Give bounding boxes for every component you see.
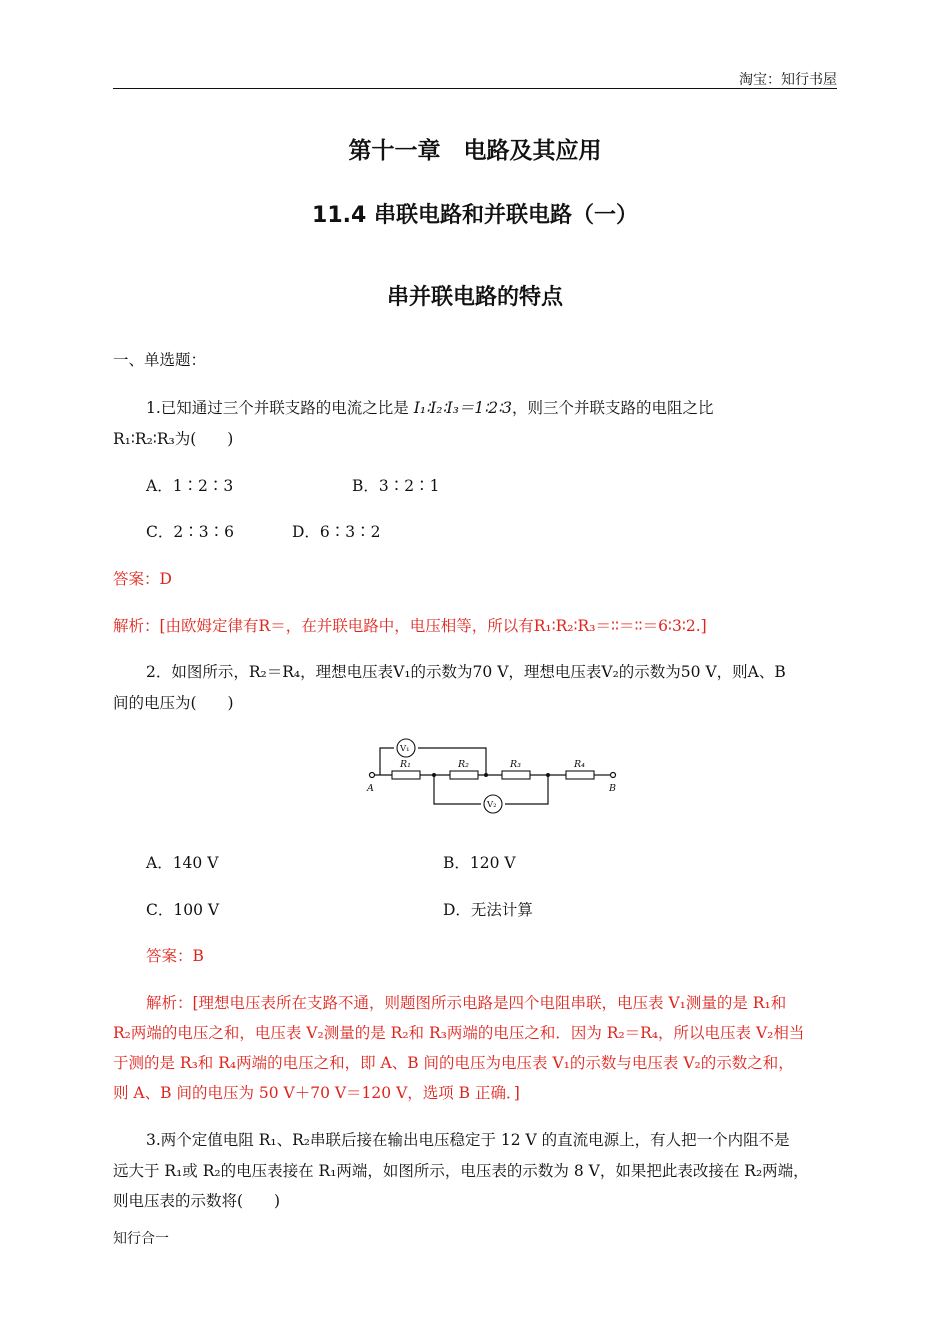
header-divider: [113, 88, 837, 89]
q1-option-c: C．2∶3∶6: [146, 523, 234, 541]
resistor-r2: [450, 771, 478, 779]
q2-analysis-line-3: 于测的是 R₃和 R₄两端的电压之和，即 A、B 间的电压为电压表 V₁的示数与电压表 V₂的示数之和，: [113, 1054, 794, 1072]
q2-analysis-line-2: R₂两端的电压之和，电压表 V₂测量的是 R₂和 R₃两端的电压之和．因为 R₂＝R₄，所以电压表 V₂相当: [113, 1024, 805, 1042]
q2-option-a: A．140 V: [146, 854, 219, 872]
q1-line1: [146, 398, 713, 418]
resistor-r4: [566, 771, 594, 779]
circuit-diagram: [364, 736, 624, 820]
label-v1: V₁: [400, 744, 410, 754]
q3-line-1: 3.两个定值电阻 R₁、R₂串联后接在输出电压稳定于 12 V 的直流电源上，有人把一个内阻不是: [146, 1131, 790, 1149]
q1-option-a: A．1∶2∶3: [146, 477, 234, 495]
label-v2: V₂: [487, 800, 497, 810]
q1-option-d: D．6∶3∶2: [292, 523, 381, 541]
node: [546, 773, 550, 777]
q1-line1-prefix: 1.已知通过三个并联支路的电流之比是: [146, 399, 414, 417]
section-title: 11.4 串联电路和并联电路（一）: [312, 203, 638, 228]
topic-title: 串并联电路的特点: [386, 285, 563, 310]
q3-line-3: 则电压表的示数将( ): [113, 1192, 281, 1210]
q1-analysis: 解析：[由欧姆定律有R＝，在并联电路中，电压相等，所以有R₁∶R₂∶R₃＝∶∶＝∶∶＝6∶3∶2.]: [113, 617, 707, 635]
terminal-b: [611, 773, 616, 778]
q2-analysis-line-4: 则 A、B 间的电压为 50 V＋70 V＝120 V，选项 B 正确．]: [113, 1084, 520, 1102]
terminal-a: [370, 773, 375, 778]
label-r1: R₁: [400, 759, 411, 770]
label-r3: R₃: [510, 759, 521, 770]
q2-line2: 间的电压为( ): [113, 694, 234, 712]
q2-analysis-line-1: 解析：[理想电压表所在支路不通，则题图所示电路是四个电阻串联，电压表 V₁测量的是 R₁和: [146, 994, 787, 1012]
header-shop-name: 淘宝：知行书屋: [739, 72, 837, 88]
part-label: 一、单选题：: [113, 351, 207, 369]
label-a: A: [367, 783, 374, 794]
q2-option-d: D．无法计算: [443, 901, 533, 919]
node: [484, 773, 488, 777]
q2-option-b: B．120 V: [443, 854, 516, 872]
label-r2: R₂: [458, 759, 469, 770]
q1-answer: 答案：D: [113, 570, 172, 588]
q2-line1: 2．如图所示，R₂＝R₄，理想电压表V₁的示数为70 V，理想电压表V₂的示数为50 V，则A、B: [146, 663, 786, 681]
label-b: B: [609, 783, 616, 794]
q1-line1-suffix: ，则三个并联支路的电阻之比: [511, 399, 714, 417]
q1-option-b: B．3∶2∶1: [352, 477, 440, 495]
node: [432, 773, 436, 777]
resistor-r3: [502, 771, 530, 779]
q1-line2: R₁∶R₂∶R₃为( ): [113, 430, 234, 448]
chapter-title: 第十一章 电路及其应用: [348, 138, 602, 164]
q2-option-c: C．100 V: [146, 901, 220, 919]
footer-text: 知行合一: [113, 1231, 169, 1247]
label-r4: R₄: [574, 759, 585, 770]
q2-answer: 答案：B: [146, 947, 204, 965]
resistor-r1: [392, 771, 420, 779]
q3-line-2: 远大于 R₁或 R₂的电压表接在 R₁两端，如图所示，电压表的示数为 8 V，如果把此表改接在 R₂两端，: [113, 1162, 809, 1180]
q1-ratio: I₁∶I₂∶I₃＝1∶2∶3: [413, 399, 512, 417]
